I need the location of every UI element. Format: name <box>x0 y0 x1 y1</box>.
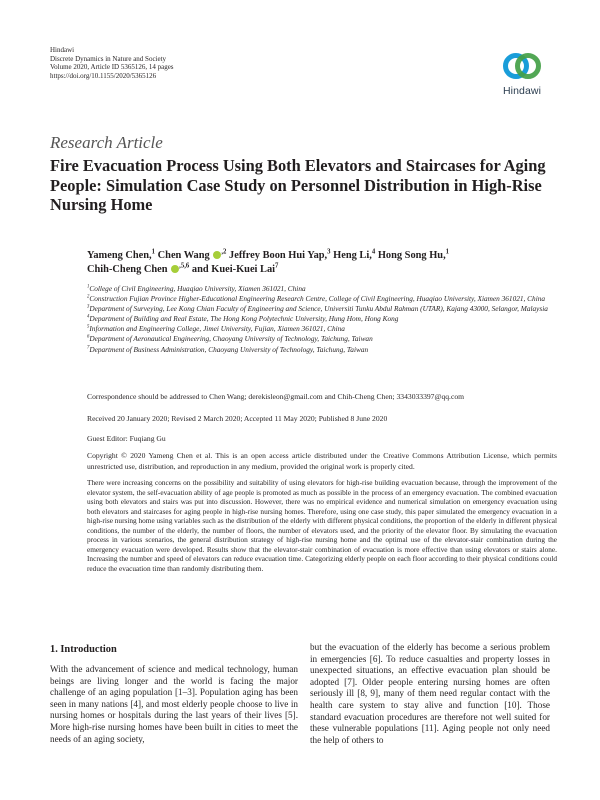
abstract: There were increasing concerns on the possibility and suitability of using elevators for high-rise building evacuation because, through the improvement of the elevator system, the self-evacuation ability of age people is promoted as much as possible in the process of an emergency evacuation. The combined evacuation using both elevators and stairs was put into discussion. However, there was no empirical evidence and numerical simulation on emergency evacuation using both elevators and staircases for aging people in high-rise nursing homes. Therefore, using one case study, this paper simulated the emergency evacuation in a high-rise nursing home using variables such as the distribution of the elderly with different physical conditions, the proportion of the elderly in different physical conditions, the number of the elderly, the number of floors, the number of elevators used, and the priority of the elevator floor. By simulating the evacuation process in various scenarios, the general distribution strategy of high-rise nursing home and the optimal use of the elevator-stair combination during the emergency evacuation were developed. Results show that the elevator-stair combination of evacuation is more effective than using elevators or stairs alone. Increasing the number and speed of elevators can reduce evacuation time. Categorizing elderly people on each floor according to their physical conditions could reduce the evacuation time than randomly distributing them. <box>87 478 557 573</box>
author-2[interactable]: Chen Wang $^{,2}$ <box>157 248 227 261</box>
author-5[interactable]: Hong Song Hu,$^1$ <box>377 248 450 261</box>
affiliation-3: $^3$Department of Surveying, Lee Kong Chian Faculty of Engineering and Science, Universiti Tunku Abdul Rahman (UTAR), Kajang 43000, Selangor, Malaysia <box>87 304 548 314</box>
author-3[interactable]: Jeffrey Boon Hui Yap,$^3$ <box>229 248 331 261</box>
copyright-notice: Copyright © 2020 Yameng Chen et al. This is an open access article distributed under the Creative Commons Attribution License, which permits unrestricted use, distribution, and reproduction in any medium, provided the original work is properly cited. <box>87 451 557 471</box>
guest-editor: Guest Editor: Fuqiang Gu <box>87 434 166 443</box>
intro-paragraph: With the advancement of science and medical technology, human beings are living longer and the world is facing the major challenge of an aging population [1–3]. Population aging has been seen in many nations [4], and most elderly people choose to live in nursing homes or hospitals during the last years of their lives [5]. More high-rise nursing homes have been built in cities to meet the needs of an aging society, <box>50 664 298 744</box>
affiliation-5: $^5$Information and Engineering College, Jimei University, Fujian, Xiamen 361021, China <box>87 324 345 334</box>
section-heading: 1. Introduction <box>50 644 117 655</box>
author-4[interactable]: Heng Li,$^4$ <box>333 248 376 261</box>
volume-line: Volume 2020, Article ID 5365126, 14 pages <box>50 63 174 72</box>
affiliation-4: $^4$Department of Building and Real Estate, The Hong Kong Polytechnic University, Hung Hom, Hong Kong <box>87 314 399 324</box>
affiliation-7: $^7$Department of Business Administration, Chaoyang University of Technology, Taichung, Taiwan <box>87 344 369 354</box>
affiliations <box>87 284 557 355</box>
intro-paragraph-continued: but the evacuation of the elderly has become a serious problem in emergencies [6]. To reduce casualties and property losses in unexpected situations, an effective evacuation plan should be adopted [7]. Older people entering nursing homes are often seriously ill [8, 9], many of them need regular contact with the health care system to stay alive and function [10]. Those standard evacuation procedures are therefore not well suited for these vulnerable populations [11]. Aging people not only need the help of others to <box>310 642 550 745</box>
affiliation-2: $^2$Construction Fujian Province Higher-Educational Engineering Research Centre, College of Civil Engineering, Huaqiao University, Xiamen 361021, China <box>87 294 546 304</box>
intro-right-column <box>310 642 550 746</box>
logo-text: Hindawi <box>502 85 542 97</box>
publication-dates: Received 20 January 2020; Revised 2 March 2020; Accepted 11 May 2020; Published 8 June 2020 <box>87 414 388 423</box>
article-type: Research Article <box>50 133 163 152</box>
article-title: Fire Evacuation Process Using Both Elevators and Staircases for Aging People: Simulation Case Study on Personnel Distribution in High-Rise Nursing Home <box>50 156 546 215</box>
affiliation-1: $^1$College of Civil Engineering, Huaqiao University, Xiamen 361021, China <box>87 284 306 293</box>
hindawi-logo-icon <box>502 48 542 84</box>
author-7[interactable]: and Kuei-Kuei Lai$^7$ <box>191 262 279 275</box>
journal-name: Discrete Dynamics in Nature and Society <box>50 54 167 63</box>
author-list <box>87 249 547 277</box>
affiliation-6: $^6$Department of Aeronautical Engineering, Chaoyang University of Technology, Taichung, Taiwan <box>87 334 373 344</box>
journal-info <box>50 46 174 80</box>
author-6[interactable]: Chih-Cheng Chen $^{,5,6}$ <box>87 262 190 275</box>
doi-link[interactable]: https://doi.org/10.1155/2020/5365126 <box>50 71 157 80</box>
hindawi-logo <box>496 48 548 106</box>
orcid-icon[interactable] <box>171 265 179 273</box>
publisher-name: Hindawi <box>50 46 75 54</box>
author-1[interactable]: Yameng Chen,$^1$ <box>87 248 156 261</box>
correspondence: Correspondence should be addressed to Chen Wang; derekisleon@gmail.com and Chih-Cheng Chen; 3343033397@qq.com <box>87 392 465 401</box>
intro-left-column <box>50 644 298 745</box>
